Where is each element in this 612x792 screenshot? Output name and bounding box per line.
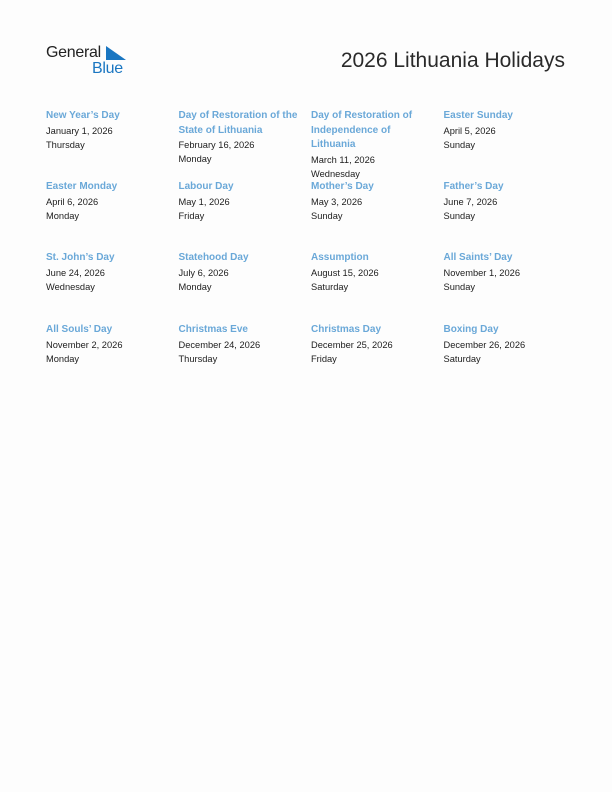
holiday-row xyxy=(46,323,576,383)
holiday-date: March 11, 2026 xyxy=(311,154,375,165)
holiday-date: January 1, 2026 xyxy=(46,125,113,136)
holiday-date: February 16, 2026 xyxy=(178,140,255,150)
holiday-name: New Year’s Day xyxy=(46,110,120,121)
holiday-name: Assumption xyxy=(311,252,369,263)
holiday-date: December 24, 2026 xyxy=(178,339,261,350)
holiday-item xyxy=(311,180,444,251)
holiday-name: St. John’s Day xyxy=(46,252,115,263)
holiday-weekday: Monday xyxy=(46,353,80,364)
holiday-date: May 1, 2026 xyxy=(178,196,230,207)
holiday-item xyxy=(444,251,577,323)
holiday-name: Easter Sunday xyxy=(443,110,513,121)
holiday-date: August 15, 2026 xyxy=(311,267,379,278)
holiday-item xyxy=(444,323,577,383)
holiday-date: November 1, 2026 xyxy=(443,267,520,278)
holiday-item xyxy=(444,109,577,180)
holiday-date: November 2, 2026 xyxy=(46,339,123,350)
holiday-weekday: Sunday xyxy=(443,281,476,292)
holiday-date: December 25, 2026 xyxy=(311,339,393,350)
holiday-date: June 7, 2026 xyxy=(443,196,498,207)
holiday-weekday: Sunday xyxy=(443,210,476,221)
holiday-item xyxy=(46,109,179,180)
holiday-name: Christmas Day xyxy=(311,324,382,335)
holiday-weekday: Sunday xyxy=(311,210,343,221)
holiday-grid xyxy=(46,109,576,383)
holiday-item xyxy=(179,180,312,251)
holiday-name: Mother’s Day xyxy=(311,181,374,192)
holiday-weekday: Saturday xyxy=(311,281,349,292)
logo-triangle-icon xyxy=(106,46,126,60)
holiday-weekday: Thursday xyxy=(178,353,218,364)
holiday-row xyxy=(46,109,576,180)
holiday-name: Day of Restoration of the State of Lithuania xyxy=(178,110,298,136)
holiday-date: June 24, 2026 xyxy=(46,267,105,278)
holiday-weekday: Thursday xyxy=(46,139,85,150)
holiday-item xyxy=(179,109,312,180)
holiday-name: Boxing Day xyxy=(443,324,499,335)
holiday-date: April 5, 2026 xyxy=(443,125,496,136)
holiday-weekday: Friday xyxy=(311,353,337,364)
holiday-item xyxy=(311,109,444,180)
holiday-date: May 3, 2026 xyxy=(311,196,363,207)
holiday-item xyxy=(46,180,179,251)
holiday-name: Easter Monday xyxy=(46,181,118,192)
holiday-item xyxy=(46,323,179,383)
holiday-item xyxy=(311,323,444,383)
page-title: 2026 Lithuania Holidays xyxy=(340,49,565,72)
holiday-weekday: Monday xyxy=(46,210,80,221)
holiday-name: All Saints’ Day xyxy=(443,252,513,263)
holiday-name: Statehood Day xyxy=(178,252,249,263)
holiday-item xyxy=(179,251,312,323)
holiday-name: Labour Day xyxy=(178,181,234,192)
holiday-name: Day of Restoration of Independence of Lithuania xyxy=(311,110,413,150)
holiday-item xyxy=(311,251,444,323)
holiday-weekday: Sunday xyxy=(443,139,476,150)
holiday-weekday: Monday xyxy=(178,154,212,164)
holiday-name: All Souls’ Day xyxy=(46,324,113,335)
holiday-weekday: Monday xyxy=(178,281,212,292)
holiday-weekday: Wednesday xyxy=(46,281,95,292)
holiday-weekday: Saturday xyxy=(443,353,481,364)
holiday-item xyxy=(179,323,312,383)
holiday-weekday: Wednesday xyxy=(311,168,360,179)
holiday-item xyxy=(444,180,577,251)
logo-word-blue: Blue xyxy=(92,60,123,77)
holiday-name: Father’s Day xyxy=(443,181,504,192)
holiday-row xyxy=(46,251,576,323)
holiday-item xyxy=(46,251,179,323)
logo xyxy=(46,44,130,78)
holiday-row xyxy=(46,180,576,251)
holiday-weekday: Friday xyxy=(178,210,205,221)
holiday-date: December 26, 2026 xyxy=(443,339,526,350)
holiday-name: Christmas Eve xyxy=(178,324,248,335)
logo-word-general: General xyxy=(46,44,101,61)
holiday-date: July 6, 2026 xyxy=(178,267,229,278)
holiday-date: April 6, 2026 xyxy=(46,196,99,207)
